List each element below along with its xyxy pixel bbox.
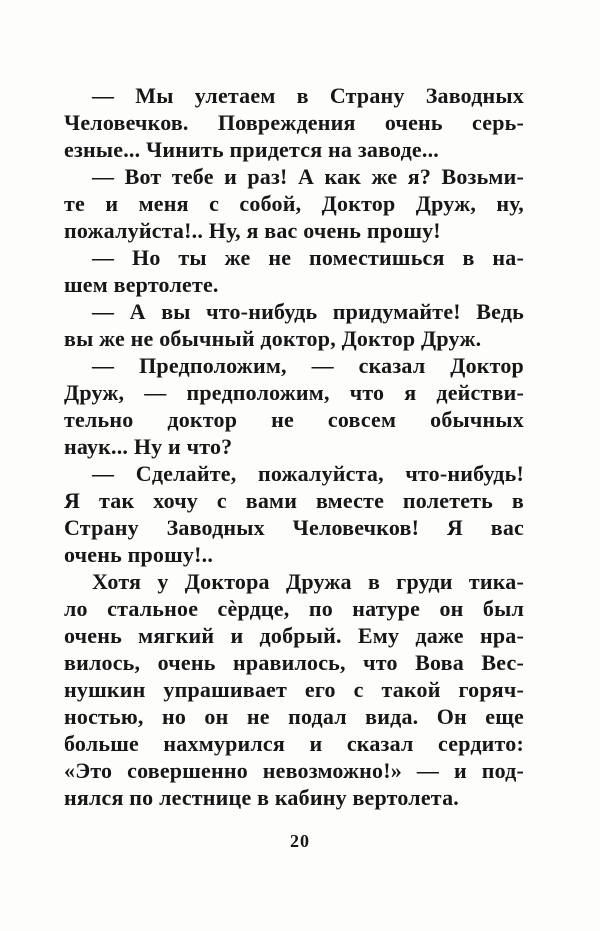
text-line: вы же не обычный доктор, Доктор Друж. bbox=[64, 326, 482, 351]
text-line: — А вы что-нибудь придумайте! Ведь bbox=[92, 299, 524, 324]
text-line: Хотя у Доктора Дружа в груди тика- bbox=[92, 569, 524, 594]
text-line: нялся по лестнице в кабину вертолета. bbox=[64, 785, 459, 810]
text-line: — Вот тебе и раз! А как же я? Возьми- bbox=[92, 164, 524, 189]
text-line: больше нахмурился и сказал сердито: bbox=[64, 731, 524, 756]
text-line: шем вертолете. bbox=[64, 272, 219, 297]
text-line: тельно доктор не совсем обычных bbox=[64, 407, 524, 432]
text-line: езные... Чинить придется на заводе... bbox=[64, 137, 439, 162]
text-line: вилось, очень нравилось, что Вова Вес- bbox=[64, 650, 524, 675]
text-line: — Предположим, — сказал Доктор bbox=[92, 353, 524, 378]
text-line: ло стальное сѐрдце, по натуре он был bbox=[64, 596, 524, 621]
text-line: Страну Заводных Человечков! Я вас bbox=[64, 515, 524, 540]
text-line: наук... Ну и что? bbox=[64, 434, 233, 459]
text-line: — Но ты же не поместишься в на- bbox=[92, 245, 524, 270]
text-line: — Мы улетаем в Страну Заводных bbox=[92, 83, 524, 108]
text-line: — Сделайте, пожалуйста, что-нибудь! bbox=[92, 461, 524, 486]
text-line: «Это совершенно невозможно!» — и под- bbox=[64, 758, 524, 783]
text-line: Я так хочу с вами вместе полететь в bbox=[64, 488, 524, 513]
text-line: нушкин упрашивает его с такой горяч- bbox=[64, 677, 524, 702]
text-line: очень мягкий и добрый. Ему даже нра- bbox=[64, 623, 524, 648]
text-line: ностью, но он не подал вида. Он еще bbox=[64, 704, 524, 729]
text-line: те и меня с собой, Доктор Друж, ну, bbox=[64, 191, 524, 216]
page-text bbox=[64, 82, 524, 811]
text-line: пожалуйста!.. Ну, я вас очень прошу! bbox=[64, 218, 441, 243]
page-number: 20 bbox=[290, 831, 310, 851]
text-line: очень прошу!.. bbox=[64, 542, 214, 567]
text-line: Человечков. Повреждения очень серь- bbox=[64, 110, 524, 135]
text-line: Друж, — предположим, что я действи- bbox=[64, 380, 524, 405]
